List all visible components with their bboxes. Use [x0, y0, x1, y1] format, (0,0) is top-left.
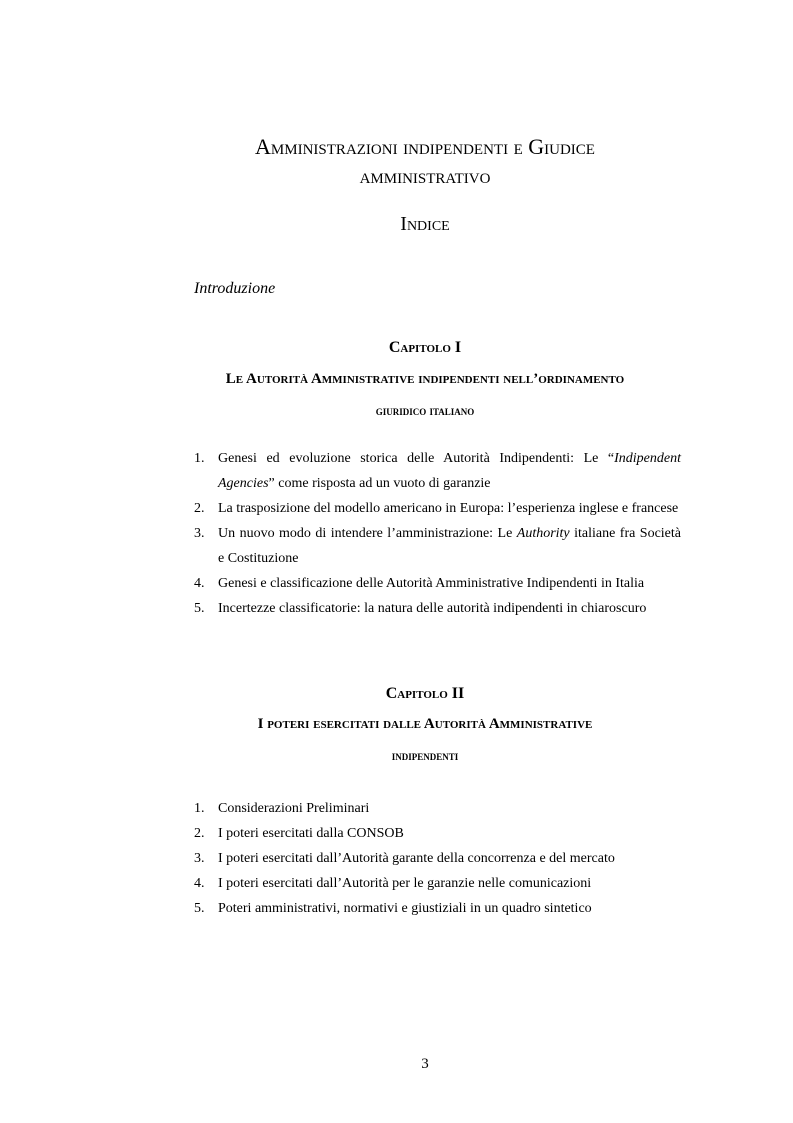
toc-item-number: 4.: [194, 876, 205, 891]
toc-item: [194, 896, 681, 921]
index-heading: Indice: [400, 213, 450, 235]
toc-item: [194, 796, 681, 821]
toc-item-text: I poteri esercitati dalla CONSOB: [218, 826, 404, 841]
document-title-line1: Amministrazioni indipendenti e Giudice: [255, 134, 595, 159]
toc-item-text: Considerazioni Preliminari: [218, 801, 370, 816]
chapter-1-contents: [194, 446, 681, 621]
toc-item-text: Genesi ed evoluzione storica delle Autorità Indipendenti: Le “Indipendent Agencies” come risposta ad un vuoto di garanzie: [218, 451, 681, 491]
chapter-2-label: Capitolo II: [385, 685, 465, 702]
toc-item: [194, 521, 681, 571]
document-title-line2: amministrativo: [359, 163, 491, 188]
toc-item-text: Genesi e classificazione delle Autorità Amministrative Indipendenti in Italia: [218, 576, 645, 591]
chapter-2-title-line1: I poteri esercitati dalle Autorità Amministrative: [257, 716, 593, 732]
toc-item: [194, 496, 681, 521]
toc-item-number: 1.: [194, 451, 205, 466]
toc-item: [194, 596, 681, 621]
toc-item: [194, 821, 681, 846]
chapter-2-contents: [194, 796, 681, 921]
toc-item-number: 1.: [194, 801, 205, 816]
chapter-1-title: [170, 364, 680, 427]
toc-item-number: 2.: [194, 826, 205, 841]
page-number: 3: [421, 1056, 429, 1072]
chapter-1-title-line1: Le Autorità Amministrative indipendenti nell’ordinamento: [225, 371, 625, 387]
toc-item: [194, 571, 681, 596]
chapter-2-title-line2: indipendenti: [391, 748, 459, 763]
introduction-entry: Introduzione: [194, 280, 276, 297]
toc-item-text: Incertezze classificatorie: la natura delle autorità indipendenti in chiaroscuro: [218, 601, 647, 616]
document-title: [0, 132, 793, 190]
toc-item: [194, 846, 681, 871]
toc-item: [194, 446, 681, 496]
toc-item-number: 2.: [194, 501, 205, 516]
chapter-2-title: [170, 709, 680, 772]
toc-item-text: I poteri esercitati dall’Autorità garante della concorrenza e del mercato: [218, 851, 615, 866]
toc-item: [194, 871, 681, 896]
toc-item-number: 3.: [194, 526, 205, 541]
toc-item-text: La trasposizione del modello americano in Europa: l’esperienza inglese e francese: [218, 501, 679, 516]
chapter-1-title-line2: giuridico italiano: [375, 403, 475, 418]
toc-item-number: 3.: [194, 851, 205, 866]
chapter-1-label: Capitolo I: [388, 339, 462, 356]
toc-item-number: 5.: [194, 901, 205, 916]
toc-item-text: Un nuovo modo di intendere l’amministrazione: Le Authority italiane fra Società e Costituzione: [218, 526, 682, 566]
toc-item-number: 5.: [194, 601, 205, 616]
toc-item-text: I poteri esercitati dall’Autorità per le garanzie nelle comunicazioni: [218, 876, 592, 891]
toc-item-number: 4.: [194, 576, 205, 591]
toc-item-text: Poteri amministrativi, normativi e giustiziali in un quadro sintetico: [218, 901, 592, 916]
